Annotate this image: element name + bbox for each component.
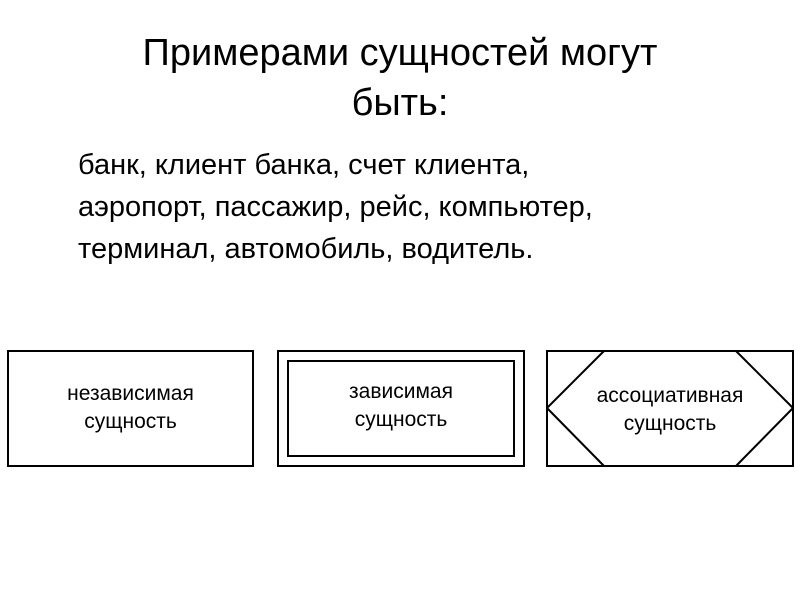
dependent-entity-box bbox=[277, 350, 525, 467]
dependent-entity-label bbox=[279, 378, 523, 434]
slide-title bbox=[40, 28, 760, 128]
examples-line: аэропорт, пассажир, рейс, компьютер, bbox=[78, 191, 593, 223]
entity-label-line: независимая bbox=[67, 382, 194, 405]
entity-label-line: сущность bbox=[354, 408, 448, 431]
examples-line: банк, клиент банка, счет клиента, bbox=[78, 149, 530, 181]
associative-entity-label bbox=[546, 382, 794, 438]
entity-label-line: зависимая bbox=[349, 380, 453, 403]
slide-title-line: быть: bbox=[351, 82, 449, 124]
examples-text bbox=[78, 144, 778, 270]
entity-label-line: сущность bbox=[84, 410, 177, 433]
independent-entity-box bbox=[7, 350, 254, 467]
independent-entity-label bbox=[9, 380, 252, 436]
examples-line: терминал, автомобиль, водитель. bbox=[78, 233, 534, 265]
entity-label-line: ассоциативная bbox=[596, 384, 744, 407]
entity-label-line: сущность bbox=[623, 412, 717, 435]
slide-title-line: Примерами сущностей могут bbox=[142, 32, 658, 74]
associative-entity-box bbox=[546, 350, 794, 467]
